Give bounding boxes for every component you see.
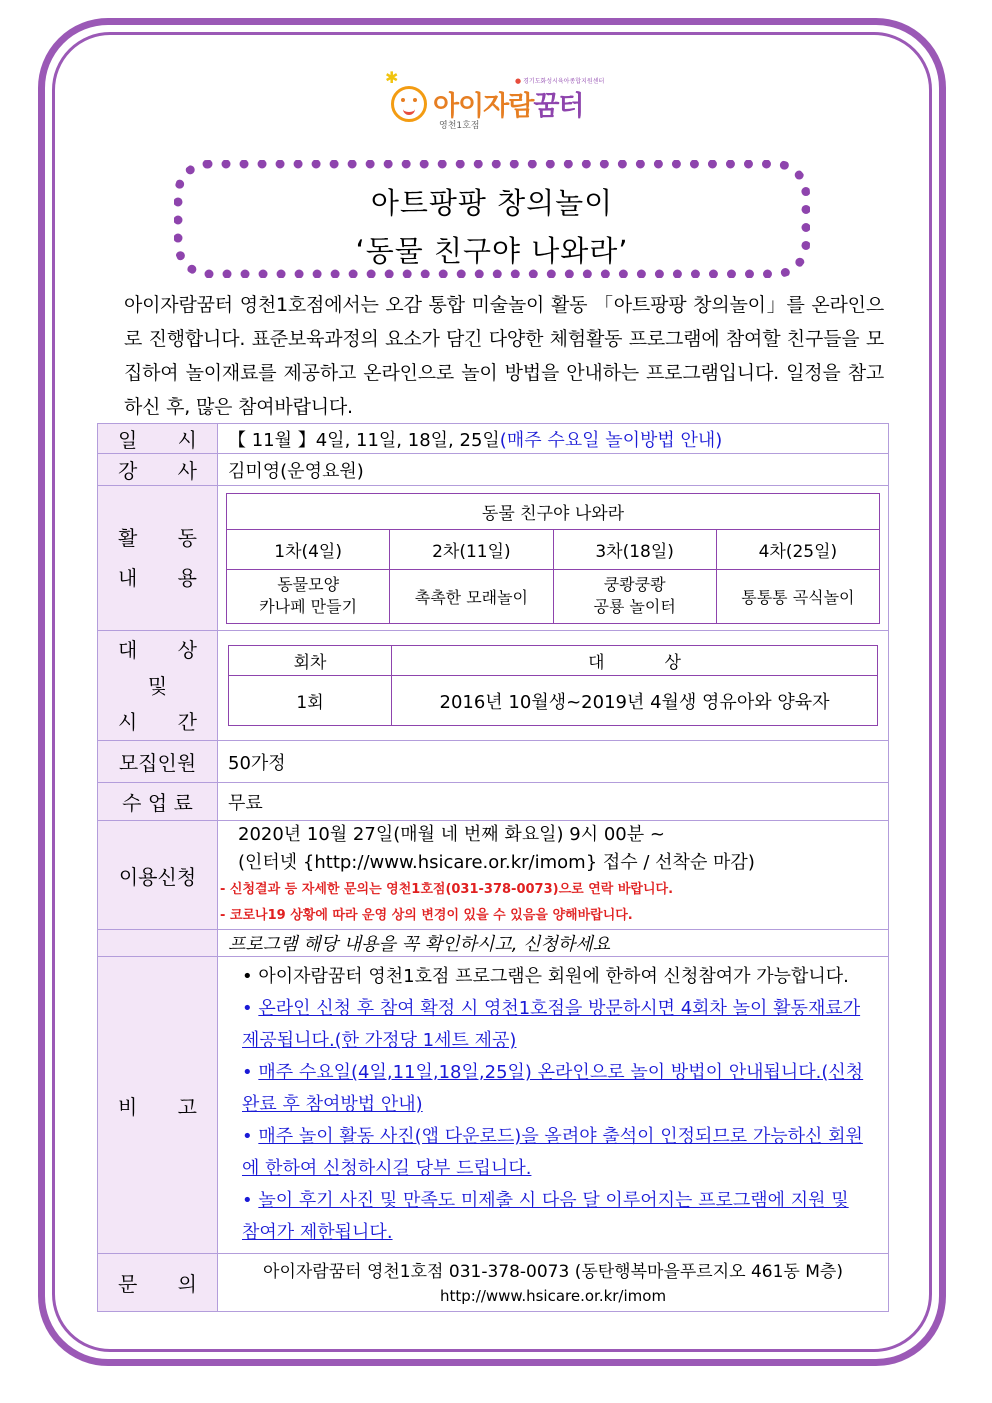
title-line2: ‘동물 친구야 나와라’ — [355, 234, 629, 268]
value-instructor: 김미영(운영요원) — [218, 454, 889, 486]
row-date — [98, 424, 889, 454]
label-target: 대 상 및 시 간 — [98, 631, 218, 741]
info-table — [97, 423, 889, 1312]
remark-4: • 매주 놀이 활동 사진(앱 다운로드)을 올려야 출석이 인정되므로 가능하신 회원에 한하여 신청하시길 당부 드립니다. — [242, 1126, 863, 1179]
col-round: 회차 — [229, 646, 392, 676]
label-fee: 수 업 료 — [98, 783, 218, 821]
cell-target: 2016년 10월생~2019년 4월생 영유아와 양육자 — [392, 676, 878, 726]
col-target: 대 상 — [392, 646, 878, 676]
value-contact — [218, 1254, 889, 1312]
logo-branch: 영천1호점 — [439, 121, 480, 131]
activity-header: 동물 친구야 나와라 — [227, 493, 880, 529]
session-3: 3차(18일) — [553, 529, 716, 569]
row-contact — [98, 1254, 889, 1312]
remark-2: • 온라인 신청 후 참여 확정 시 영천1호점을 방문하시면 4회차 놀이 활동재료가 제공됩니다.(한 가정당 1세트 제공) — [242, 998, 861, 1051]
intro-paragraph: 아이자람꿈터 영천1호점에서는 오감 통합 미술놀이 활동 「아트팡팡 창의놀이」를 온라인으로 진행합니다. 표준보육과정의 요소가 담긴 다양한 체험활동 프로그램에 참여할 친구들을 모집하여 놀이재료를 제공하고 온라인으로 놀이 방법을 안내하는 프로그램입니다. 일정을 참고하신 후, 많은 참여바랍니다. — [124, 294, 884, 418]
star-icon: ✱ — [385, 68, 399, 87]
apply-line2: (인터넷 {http://www.hsicare.or.kr/imom} 접수 / 선착순 마감) — [238, 852, 755, 873]
target-table — [228, 645, 878, 726]
remark-3: • 매주 수요일(4일,11일,18일,25일) 온라인으로 놀이 방법이 안내됩니다.(신청완료 후 참여방법 안내) — [242, 1062, 864, 1115]
row-target — [98, 631, 889, 741]
value-target — [218, 631, 889, 741]
logo — [385, 70, 625, 140]
logo-org: ● 경기도화성시육아종합지원센터 — [515, 76, 604, 85]
apply-note1: - 신청결과 등 자세한 문의는 영천1호점(031-378-0073)으로 연락 바랍니다. — [220, 882, 674, 897]
session-4: 4차(25일) — [716, 529, 879, 569]
value-activity — [218, 486, 889, 631]
label-instructor: 강 사 — [98, 454, 218, 486]
session-2: 2차(11일) — [390, 529, 553, 569]
content-2: 촉촉한 모래놀이 — [390, 569, 553, 623]
label-capacity: 모집인원 — [98, 741, 218, 783]
label-contact: 문 의 — [98, 1254, 218, 1312]
value-fee: 무료 — [218, 783, 889, 821]
activity-table — [226, 493, 880, 624]
apply-line1: 2020년 10월 27일(매월 네 번째 화요일) 9시 00분 ~ — [238, 824, 665, 845]
contact-line1: 아이자람꿈터 영천1호점 031-378-0073 (동탄행복마을푸르지오 461동 M층) — [263, 1261, 843, 1282]
remark-1: • 아이자람꿈터 영천1호점 프로그램은 회원에 한하여 신청참여가 가능합니다. — [242, 966, 849, 987]
label-date: 일 시 — [98, 424, 218, 454]
cell-round: 1회 — [229, 676, 392, 726]
label-remarks: 비 고 — [98, 957, 218, 1254]
remark-5: • 놀이 후기 사진 및 만족도 미제출 시 다음 달 이루어지는 프로그램에 지원 및 참여가 제한됩니다. — [242, 1190, 849, 1243]
value-apply — [218, 821, 889, 930]
row-instructor — [98, 454, 889, 486]
content-3: 쿵쾅쿵쾅 공룡 놀이터 — [553, 569, 716, 623]
session-1: 1차(4일) — [227, 529, 390, 569]
row-activity — [98, 486, 889, 631]
contact-url[interactable]: http://www.hsicare.or.kr/imom — [439, 1286, 667, 1305]
row-capacity — [98, 741, 889, 783]
row-fee — [98, 783, 889, 821]
content-1: 동물모양 카나페 만들기 — [227, 569, 390, 623]
row-apply-emphasis — [98, 930, 889, 957]
apply-emphasis: 프로그램 해당 내용을 꼭 확인하시고, 신청하세요 — [218, 930, 889, 957]
label-activity: 활 동 내 용 — [98, 486, 218, 631]
content-4: 통통통 곡식놀이 — [716, 569, 879, 623]
label-apply: 이용신청 — [98, 821, 218, 930]
value-capacity: 50가정 — [218, 741, 889, 783]
value-remarks — [218, 957, 889, 1254]
smiley-face-icon — [391, 86, 427, 122]
label-apply-blank — [98, 930, 218, 957]
title-line1: 아트팡팡 창의놀이 — [370, 186, 614, 220]
title-box — [174, 160, 810, 278]
value-date: 【 11월 】4일, 11일, 18일, 25일(매주 수요일 놀이방법 안내) — [218, 424, 889, 454]
row-remarks — [98, 957, 889, 1254]
row-apply — [98, 821, 889, 930]
logo-name: 아이자람꿈터 — [433, 91, 584, 122]
apply-note2: - 코로나19 상황에 따라 운영 상의 변경이 있을 수 있음을 양해바랍니다. — [220, 908, 633, 923]
